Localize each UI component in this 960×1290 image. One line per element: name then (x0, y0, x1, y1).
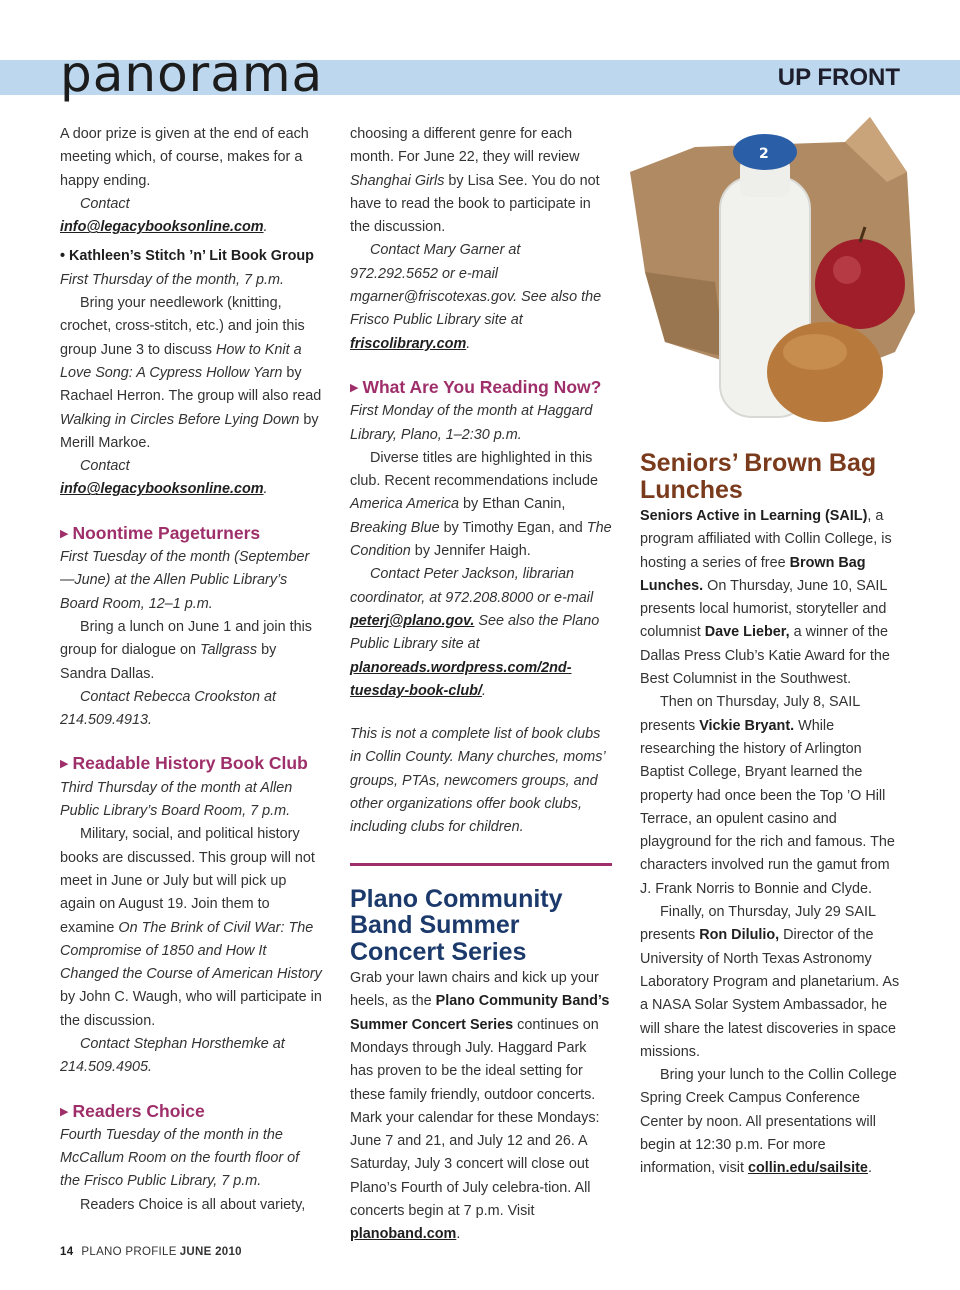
website-link[interactable]: friscolibrary.com (350, 335, 467, 352)
paragraph: A door prize is given at the end of each meeting which, of course, makes for a happy ending. (60, 126, 309, 189)
contact-line: Contact Stephan Horsthemke at 214.509.4905. (60, 1035, 285, 1076)
masthead: panorama (60, 45, 324, 103)
paragraph: Seniors Active in Learning (SAIL), a program affiliated with Collin College, is hosting a series of free Brown Bag Lunches. On Thursday, June 10, SAIL presents local humorist, storyteller and columnist Dave Lieber, a winner of the Dallas Press Club’s Katie Award for the Best Columnist in the Southwest. (640, 508, 892, 688)
red-apple (815, 239, 905, 329)
triangle-right-icon: ▶ (60, 758, 69, 771)
paragraph: Readers Choice is all about variety, (80, 1196, 306, 1213)
email-link[interactable]: info@legacybooksonline.com (60, 219, 264, 236)
section-label: UP FRONT (777, 64, 900, 91)
article-headline: Plano Community Band Summer Concert Series (350, 884, 563, 966)
paragraph: Military, social, and political history books are discussed. This group will not meet in June or July but will pick up again on August 19. Join them to examine On The Brink of Civil War: The Compromise of 1850 and How It Changed the Course of American History by John C. Waugh, who will participate in the discussion. (60, 826, 322, 1029)
editor-note: This is not a complete list of book clubs in Collin County. Many churches, moms’ groups, PTAs, newcomers groups, and other organizations offer book clubs, including clubs for children. (350, 726, 605, 836)
contact-line: Contact info@legacybooksonline.com. (60, 195, 268, 236)
apple-highlight (833, 256, 861, 284)
schedule-line: First Monday of the month at Haggard Library, Plano, 1–2:30 p.m. (350, 403, 593, 443)
schedule-line: First Thursday of the month, 7 p.m. (60, 271, 284, 288)
paragraph: choosing a different genre for each month. For June 22, they will review Shanghai Girls by Lisa See. You do not have to read the book to participate in the discussion. (350, 126, 600, 236)
paper-bag-shadow (645, 272, 725, 357)
publication-name: PLANO PROFILE (81, 1246, 177, 1258)
subheading: ▶ Readers Choice (60, 1100, 205, 1121)
contact-line: Contact Peter Jackson, librarian coordinator, at 972.208.8000 or e-mail peterj@plano.gov. See also the Plano Public Library site at planoreads.wordpress.com/2nd-tuesday-book-club/. (350, 566, 600, 699)
page-number: 14 (60, 1246, 74, 1258)
section-divider (350, 863, 612, 866)
column-1 (60, 123, 322, 1217)
email-link[interactable]: info@legacybooksonline.com (60, 481, 264, 498)
schedule-line: Third Thursday of the month at Allen Public Library’s Board Room, 7 p.m. (60, 779, 293, 820)
contact-line: Contact Rebecca Crookston at 214.509.4913. (60, 688, 276, 729)
paragraph: Bring your needlework (knitting, crochet, cross-stitch, etc.) and join this group June 3 to discuss How to Knit a Love Song: A Cypress Hollow Yarn by Rachael Herron. The group will also read Walking in Circles Before Lying Down by Merill Markoe. (60, 295, 322, 451)
subheading: ▶ Noontime Pageturners (60, 522, 261, 543)
email-link[interactable]: peterj@plano.gov. (350, 612, 475, 629)
website-link[interactable]: collin.edu/sailsite (747, 1160, 868, 1177)
subheading: ▶ What Are You Reading Now? (350, 376, 602, 397)
bottle-cap-label: 2 (759, 146, 769, 162)
paragraph: Finally, on Thursday, July 29 SAIL presents Ron Dilulio, Director of the University of North Texas Astronomy Laboratory Program and planetarium. As a NASA Solar System Ambassador, he will share the latest discoveries in space missions. (640, 904, 900, 1060)
paragraph: Then on Thursday, July 8, SAIL presents Vickie Bryant. While researching the history of Arlington Baptist College, Bryant learned the property had once been the Top ’O Hill Terrace, an opulent casino and playground for the rich and famous. The characters involved run the gamut from J. Frank Norris to Bonnie and Clyde. (640, 694, 895, 897)
column-3 (640, 450, 902, 1181)
triangle-right-icon: ▶ (350, 381, 359, 394)
brown-bag-lunch-photo (625, 112, 915, 437)
contact-line: Contact info@legacybooksonline.com. (60, 458, 268, 498)
schedule-line: Fourth Tuesday of the month in the McCallum Room on the fourth floor of the Frisco Public Library, 7 p.m. (60, 1126, 300, 1190)
article-headline: Seniors’ Brown Bag Lunches (640, 449, 877, 504)
paragraph: Bring your lunch to the Collin College Spring Creek Campus Conference Center by noon. All presentations will begin at 12:30 p.m. For more information, visit collin.edu/sailsite. (640, 1067, 897, 1177)
website-link[interactable]: planoband.com (350, 1226, 457, 1243)
subheading: ▶ Readable History Book Club (60, 753, 308, 774)
issue-date: JUNE 2010 (179, 1246, 242, 1258)
schedule-line: First Tuesday of the month (September—June) at the Allen Public Library’s Board Room, 12–1 p.m. (60, 549, 310, 612)
website-link[interactable]: planoreads.wordpress.com/2nd-tuesday-book-club/ (350, 659, 572, 699)
triangle-right-icon: ▶ (60, 1105, 69, 1118)
paragraph: Bring a lunch on June 1 and join this group for dialogue on Tallgrass by Sandra Dallas. (60, 618, 313, 682)
page-footer (60, 1246, 242, 1258)
column-2 (350, 123, 612, 1247)
paragraph: Diverse titles are highlighted in this club. Recent recommendations include America America by Ethan Canin, Breaking Blue by Timothy Egan, and The Condition by Jennifer Haigh. (350, 449, 612, 560)
bullet-heading: • Kathleen’s Stitch ’n’ Lit Book Group (60, 248, 314, 265)
bread-roll-highlight (783, 334, 847, 370)
contact-line: Contact Mary Garner at 972.292.5652 or e-mail mgarner@friscotexas.gov. See also the Frisco Public Library site at friscolibrary.com. (350, 242, 602, 352)
triangle-right-icon: ▶ (60, 527, 69, 540)
paragraph: Grab your lawn chairs and kick up your heels, as the Plano Community Band’s Summer Concert Series continues on Mondays through July. Haggard Park has proven to be the ideal setting for these family friendly, outdoor concerts. Mark your calendar for these Mondays: June 7 and 21, and July 12 and 26. A Saturday, July 3 concert will close out Plano’s Fourth of July celebra-tion. All concerts begin at 7 p.m. Visit planoband.com. (350, 970, 610, 1243)
